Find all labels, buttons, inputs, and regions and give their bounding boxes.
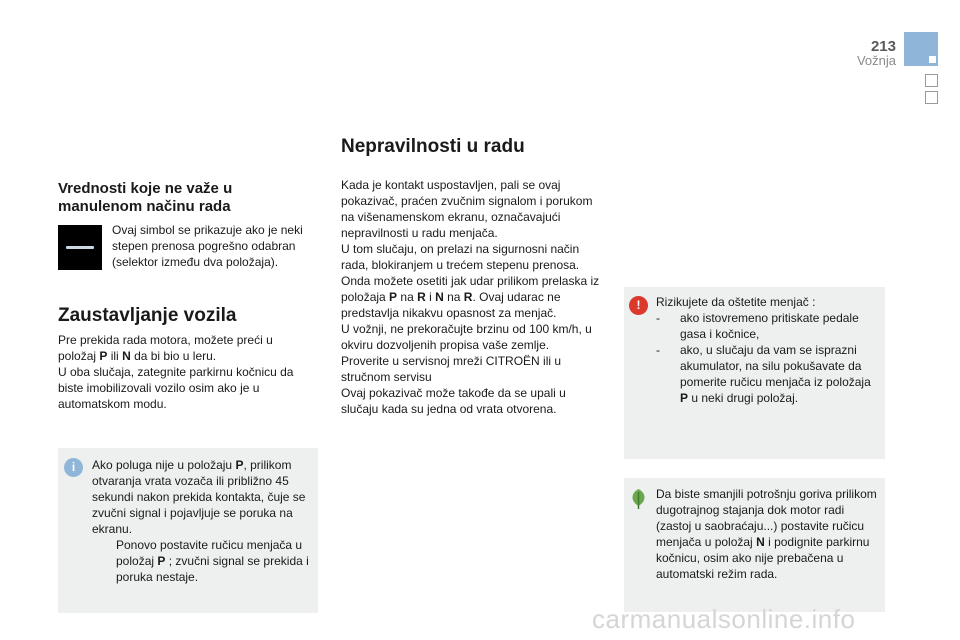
malfunction-text: Kada je kontakt uspostavljen, pali se ovaj pokazivač, praćen zvučnim signalom i porukom na višenamenskom ekranu, označavajući nepravilnosti u radu menjača. U tom slučaju, on prelazi na sigurnosni način rada, blokiranjem u trećem stepenu prenosa. Onda možete osetiti jak udar prilikom prelaska iz položaja P na R i N na R. Ovaj udarac ne predstavlja nikakvu opasnost za menjač. U vožnji, ne prekoračujte brzinu od 100 km/h, u okviru dozvoljenih propisa vaše zemlje. Proverite u servisnoj mreži CITROËN ili u stručnom servisu Ovaj pokazivač može takođe da se upali u slučaju kada su jedna od vrata otvorena. xyxy=(341,178,600,416)
info-icon: i xyxy=(64,458,83,477)
subheading-manual-mode: Vrednosti koje ne važe u manulenom načinu rada xyxy=(58,180,233,215)
warning-box xyxy=(624,287,885,459)
chapter-tab-empty xyxy=(925,74,938,87)
info-box-text: Ako poluga nije u položaju P, prilikom otvaranja vrata vozača ili približno 45 sekundi nakon prekida kontakta, čuje se zvučni signal i pojavljuje se poruka na ekranu. xyxy=(92,458,306,536)
info-box xyxy=(58,448,318,613)
heading-stopping-vehicle: Zaustavljanje vozila xyxy=(58,305,237,326)
symbol-description: Ovaj simbol se prikazuje ako je neki stepen prenosa pogrešno odabran (selektor između dva položaja). xyxy=(112,223,303,269)
warning-item: - ako, u slučaju da vam se isprazni akumulator, na silu pokušavate da pomerite ručicu menjača iz položaja P u neki drugi položaj. xyxy=(656,343,871,405)
chapter-tab-active xyxy=(904,32,938,66)
eco-box xyxy=(624,478,885,612)
heading-malfunctions: Nepravilnosti u radu xyxy=(341,136,525,157)
tab-marker-icon xyxy=(929,56,936,63)
page-number: 213 xyxy=(870,38,896,55)
warning-intro: Rizikujete da oštetite menjač : xyxy=(656,295,816,309)
stopping-paragraph: Pre prekida rada motora, možete preći u položaj P ili N da bi bio u leru. U oba slučaja, zategnite parkirnu kočnicu da biste imobilizovali vozilo osim ako je u automatskom modu. xyxy=(58,333,294,411)
gear-indicator-icon xyxy=(58,225,102,270)
watermark: carmanualsonline.info xyxy=(592,604,856,634)
section-title: Vožnja xyxy=(856,53,896,68)
warning-item: - ako istovremeno pritiskate pedale gasa i kočnice, xyxy=(656,311,859,341)
chapter-tab-empty xyxy=(925,91,938,104)
warning-icon: ! xyxy=(629,296,648,315)
info-box-bullet: Ponovo postavite ručicu menjača u položaj P ; zvučni signal se prekida i poruka nestaje. xyxy=(116,538,309,584)
eco-leaf-icon xyxy=(629,488,648,510)
eco-box-text: Da biste smanjili potrošnju goriva prilikom dugotrajnog stajanja dok motor radi (zastoj u saobraćaju...) postavite ručicu menjača u položaj N i podignite parkirnu kočnicu, osim ako nije prebačena u automatski režim rada. xyxy=(656,487,877,581)
